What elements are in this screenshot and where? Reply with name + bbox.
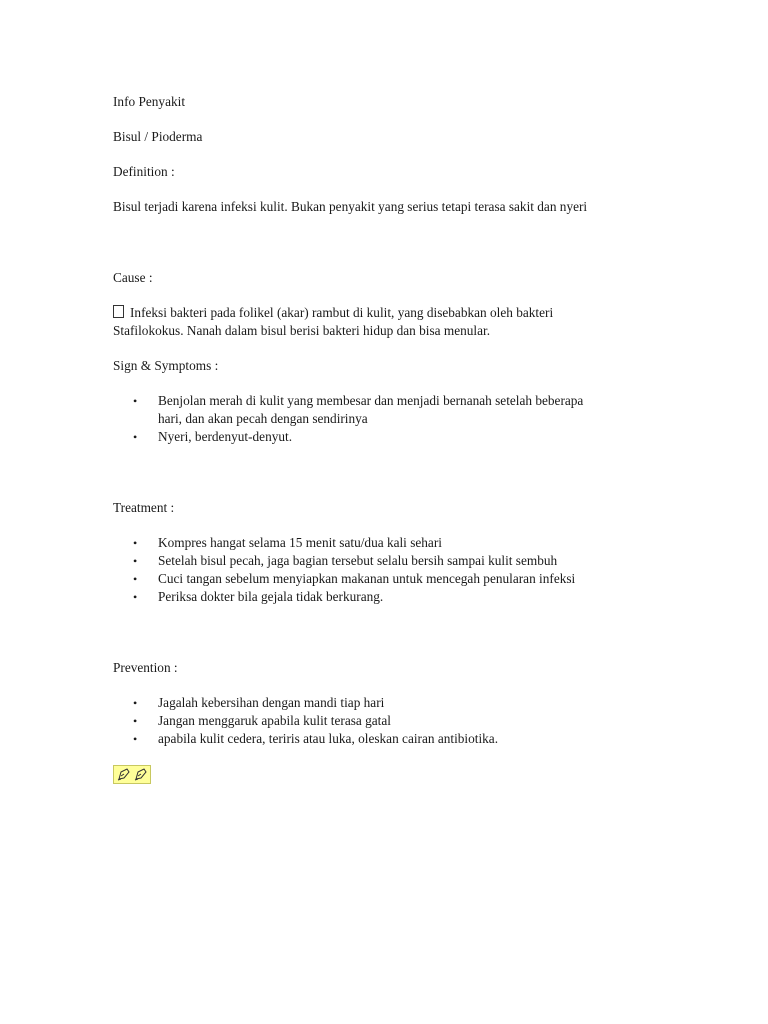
list-item: • Jagalah kebersihan dengan mandi tiap hari [133,695,385,710]
list-item: • Kompres hangat selama 15 menit satu/dua kali sehari [133,535,442,550]
disease-name: Bisul / Pioderma [113,129,203,144]
missing-glyph-box-icon [113,305,124,318]
list-item: • Jangan menggaruk apabila kulit terasa gatal [133,713,391,728]
symptoms-label: Sign & Symptoms : [113,358,219,373]
footer-icon-group [113,765,151,784]
list-item: • Nyeri, berdenyut-denyut. [133,429,293,444]
bullet-icon: • [133,572,138,586]
definition-text: Bisul terjadi karena infeksi kulit. Bukan penyakit yang serius tetapi terasa sakit dan nyeri [113,199,588,214]
treatment-label: Treatment : [113,500,175,515]
list-item: • Setelah bisul pecah, jaga bagian tersebut selalu bersih sampai kulit sembuh [133,553,558,568]
prevention-label: Prevention : [113,660,178,675]
bullet-icon: • [133,536,138,550]
bullet-icon: • [133,732,138,746]
list-item: • Periksa dokter bila gejala tidak berkurang. [133,589,384,604]
definition-label: Definition : [113,164,175,179]
prevention-list [113,694,673,748]
bullet-icon: • [133,394,138,408]
cause-text [113,304,673,340]
document-heading: Info Penyakit [113,94,186,109]
bullet-icon: • [133,696,138,710]
cause-label: Cause : [113,270,153,285]
cause-line-1: Infeksi bakteri pada folikel (akar) rambut di kulit, yang disebabkan oleh bakteri [113,304,673,322]
bullet-icon: • [133,554,138,568]
bullet-icon: • [133,590,138,604]
treatment-list [113,534,673,606]
list-item: • Cuci tangan sebelum menyiapkan makanan untuk mencegah penularan infeksi [133,571,576,586]
bullet-icon: • [133,430,138,444]
cause-line-2: Stafilokokus. Nanah dalam bisul berisi bakteri hidup dan bisa menular. [113,323,491,338]
list-item: • Benjolan merah di kulit yang membesar dan menjadi bernanah setelah beberapa hari, dan akan pecah dengan sendirinya [133,393,584,426]
symptoms-list [113,392,673,446]
pencil-note-icon [116,767,131,782]
bullet-icon: • [133,714,138,728]
list-item: • apabila kulit cedera, teriris atau luka, oleskan cairan antibiotika. [133,731,499,746]
pencil-note-icon [133,767,148,782]
document-page [113,93,673,787]
